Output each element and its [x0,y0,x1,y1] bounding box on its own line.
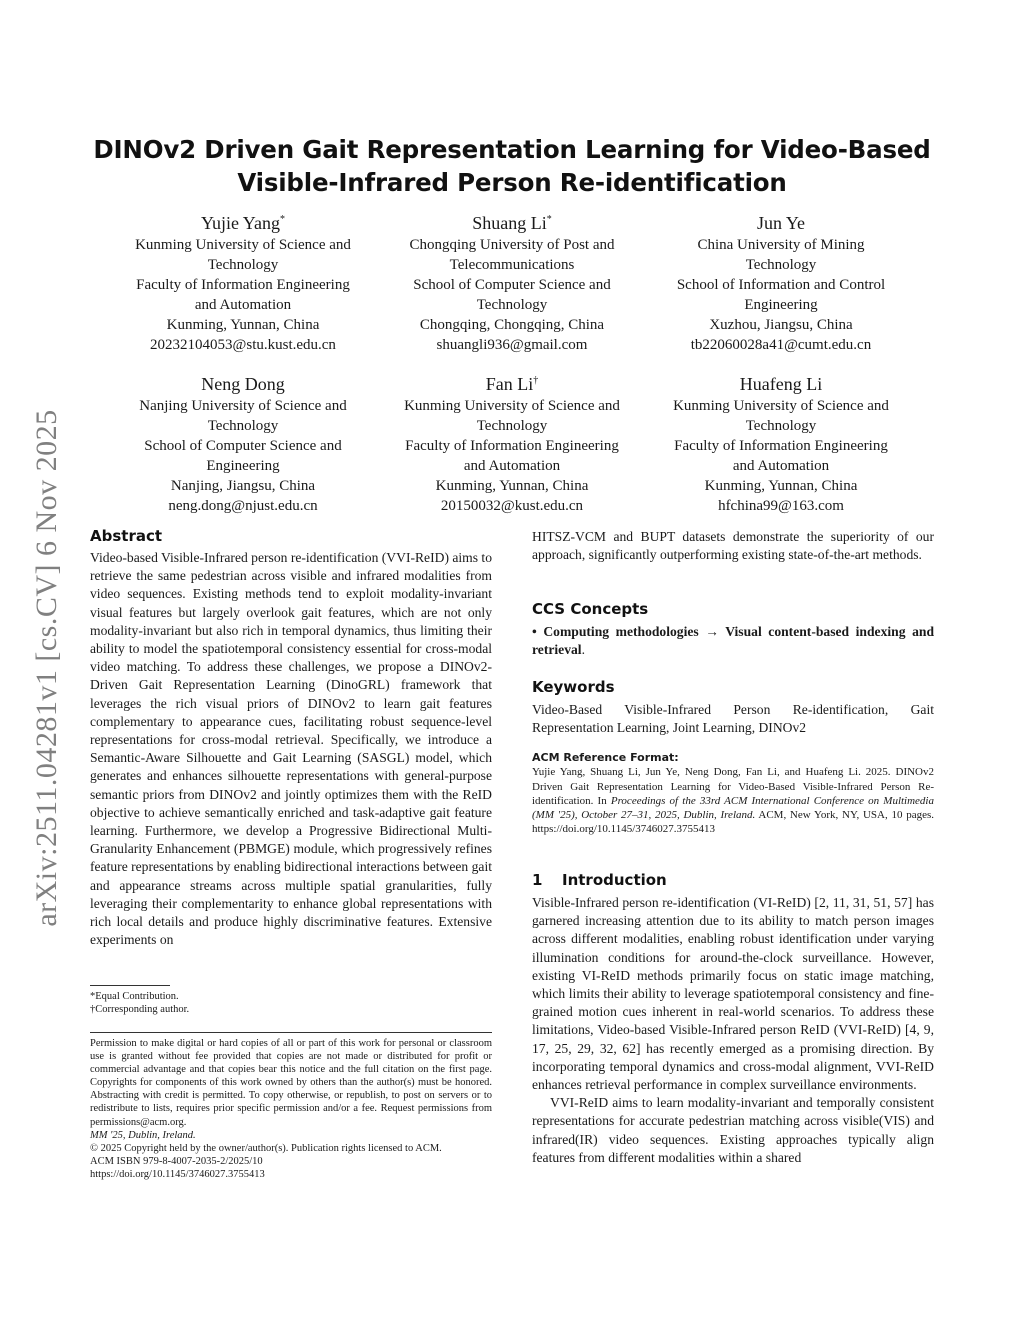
affiliation-line: Kunming University of Science and [404,398,620,414]
affiliation-line: Faculty of Information Engineering [674,438,888,454]
affiliation-line: Kunming, Yunnan, China [435,478,589,494]
affiliation-line: Faculty of Information Engineering [136,277,350,293]
author-email: neng.dong@njust.edu.cn [168,498,318,514]
section-title: Introduction [562,871,667,889]
acm-reference-body [532,765,934,836]
copyright-line: © 2025 Copyright held by the owner/author(s). Publication rights licensed to ACM. [90,1142,442,1154]
ccs-heading: CCS Concepts [532,600,649,618]
equal-contribution-note: *Equal Contribution. [90,991,179,1002]
introduction-heading [532,870,934,890]
keywords-text: Video-Based Visible-Infrared Person Re-identification, Gait Representation Learning, Joint Learning, DINOv2 [532,702,934,736]
permission-text: Permission to make digital or hard copies of all or part of this work for personal or classroom use is granted without fee provided that copies are not made or distributed for profit or commercial advantage and that copies bear this notice and the full citation on the first page. Copyrights for components of this work owned by others than the author(s) must be honored. Abstracting with credit is permitted. To copy otherwise, or republish, to post on servers or to redistribute to lists, requires prior specific permission and/or a fee. Request permissions from permissions@acm.org. [90,1038,492,1128]
affiliation-line: Kunming, Yunnan, China [166,317,320,333]
ccs-bullet: • [532,624,537,639]
intro-paragraph-2: VVI-ReID aims to learn modality-invariant and temporally consistent representations for accurate pedestrian matching across visible(VIS) and infrared(IR) video sequences. Existing approaches typically align features from different modalities within a shared [532,1095,934,1165]
author-mark: * [280,214,285,225]
author-email: 20150032@kust.edu.cn [440,498,584,514]
paper-title [80,133,944,199]
ccs-subconcept: Visual content-based indexing and retrieval [532,624,935,658]
affiliation-line: Telecommunications [449,257,575,273]
doi-line: https://doi.org/10.1145/3746027.3755413 [90,1168,265,1180]
section-number: 1 [532,871,543,889]
footnote-divider [90,985,170,986]
introduction-body [532,894,934,1167]
author-block [377,369,647,516]
author-name: Neng Dong [201,374,285,394]
affiliation-line: School of Computer Science and [144,438,342,454]
isbn-line: ACM ISBN 979-8-4007-2035-2/2025/10 [90,1155,263,1167]
abstract-heading: Abstract [90,527,163,545]
author-name: Huafeng Li [739,374,823,394]
abstract-continuation: HITSZ-VCM and BUPT datasets demonstrate the superiority of our approach, significantly outperforming existing state-of-the-art methods. [532,529,934,563]
affiliation-line: Technology [207,257,279,273]
intro-paragraph-1: Visible-Infrared person re-identification (VI-ReID) [2, 11, 31, 51, 57] has garnered increasing attention due to its ability to match person images across different modalities, enabling robust identification under varying illumination conditions for around-the-clock surveillance. However, existing VI-ReID methods primarily focus on static image matching, which limits their ability to leverage spatiotemporal consistency and fine-grained motion cues inherent in real-world scenarios. To address these limitations, Video-based Visible-Infrared person ReID (VVI-ReID) [4, 9, 17, 25, 29, 32, 62] has recently emerged as a promising direction. By incorporating temporal dynamics and cross-modal alignment, VVI-ReID enhances retrieval performance in complex surveillance environments. [532,895,934,1093]
abstract-text: Video-based Visible-Infrared person re-identification (VVI-ReID) aims to retrieve the same pedestrian across visible and infrared modalities from video sequences. Existing methods tend to exploit modality-invariant visual features but largely overlook gait features, which are not only modality-invariant but also rich in temporal dynamics, thus limiting their ability to model the spatiotemporal consistency essential for cross-modal video matching. To address these challenges, we propose a DINOv2-Driven Gait Representation Learning (DinoGRL) framework that leverages the rich visual priors of DINOv2 to learn gait features complementary to appearance cues, facilitating robust sequence-level representations for cross-modal retrieval. Specifically, we introduce a Semantic-Aware Silhouette and Gait Learning (SASGL) model, which generates and enhances silhouette representations with general-purpose semantic priors from DINOv2 and jointly optimizes them with the ReID objective to achieve semantically enriched and task-adaptive gait feature learning. Furthermore, we develop a Progressive Bidirectional Multi-Granularity Enhancement (PBMGE) module, which progressively refines feature representations by enabling bidirectional interactions between gait and appearance streams across multiple spatial granularities, fully leveraging their complementarity to enhance global representations with rich local details and produce highly discriminative features. Extensive experiments on [90,550,493,948]
affiliation-line: Chongqing, Chongqing, China [419,317,605,333]
title-line-2: Visible-Infrared Person Re-identification [237,168,787,197]
acm-reference-tail: ACM, New York, NY, USA, 10 pages. https://doi.org/10.1145/3746027.3755413 [532,809,934,836]
author-mark: * [546,214,552,225]
affiliation-line: Xuzhou, Jiangsu, China [709,317,853,333]
title-line-1: DINOv2 Driven Gait Representation Learning for Video-Based [93,135,931,164]
affiliation-line: Technology [745,418,817,434]
affiliation-line: Kunming, Yunnan, China [704,478,858,494]
venue-line: MM '25, Dublin, Ireland. [90,1129,196,1141]
abstract-section [90,526,492,949]
affiliation-line: Engineering [206,458,280,474]
affiliation-line: Faculty of Information Engineering [405,438,619,454]
ccs-concepts-section [532,599,934,659]
affiliation-line: School of Information and Control [676,277,886,293]
affiliation-line: China University of Mining [697,237,865,253]
acm-reference-authors: Yujie Yang, Shuang Li, Jun Ye, Neng Dong, Fan Li, and Huafeng Li. 2025. DINOv2 Driven Gait Representation Learning for Video-Based Visible-Infrared Person Re-identification. In [532,766,934,807]
author-email: hfchina99@163.com [718,498,844,514]
author-name: Fan Li [485,374,534,394]
ccs-period: . [581,642,585,658]
keywords-section [532,677,934,737]
affiliation-line: Technology [476,297,548,313]
author-mark: † [533,375,539,386]
affiliation-line: and Automation [463,458,561,474]
corresponding-author-note: †Corresponding author. [90,1004,190,1015]
author-block [646,369,916,516]
keywords-heading: Keywords [532,678,615,696]
acm-reference-proceedings: Proceedings of the 33rd ACM International Conference on Multimedia (MM '25), October 27–31, 2025, Dublin, Ireland. [532,794,934,822]
affiliation-line: Nanjing University of Science and [139,398,347,414]
author-block [377,208,647,355]
author-block [646,208,916,355]
ccs-concept-entry [532,623,934,659]
acm-reference-label: ACM Reference Format: [532,751,679,764]
author-name: Yujie Yang [200,213,280,233]
acm-reference-format [532,751,934,837]
affiliation-line: Kunming University of Science and [135,237,351,253]
author-name: Shuang Li [472,213,547,233]
affiliation-line: Engineering [744,297,818,313]
author-email: 20232104053@stu.kust.edu.cn [150,337,336,353]
ccs-concept: Computing methodologies [543,624,699,639]
permission-divider [90,1032,492,1033]
permission-notice [90,1037,492,1181]
affiliation-line: Kunming University of Science and [673,398,889,414]
affiliation-line: Technology [476,418,548,434]
arxiv-identifier-stamp: arXiv:2511.04281v1 [cs.CV] 6 Nov 2025 [30,409,63,927]
ccs-arrow: → [705,624,719,639]
author-email: shuangli936@gmail.com [436,337,588,353]
affiliation-line: and Automation [732,458,830,474]
affiliation-line: Chongqing University of Post and [409,237,615,253]
affiliation-line: School of Computer Science and [413,277,611,293]
author-block [108,369,378,516]
affiliation-line: Nanjing, Jiangsu, China [170,478,316,494]
affiliation-line: Technology [745,257,817,273]
footnotes [90,990,492,1016]
author-block [108,208,378,355]
introduction-section [532,870,934,1167]
author-name: Jun Ye [756,213,806,233]
author-email: tb22060028a41@cumt.edu.cn [690,337,872,353]
affiliation-line: Technology [207,418,279,434]
affiliation-line: and Automation [194,297,292,313]
